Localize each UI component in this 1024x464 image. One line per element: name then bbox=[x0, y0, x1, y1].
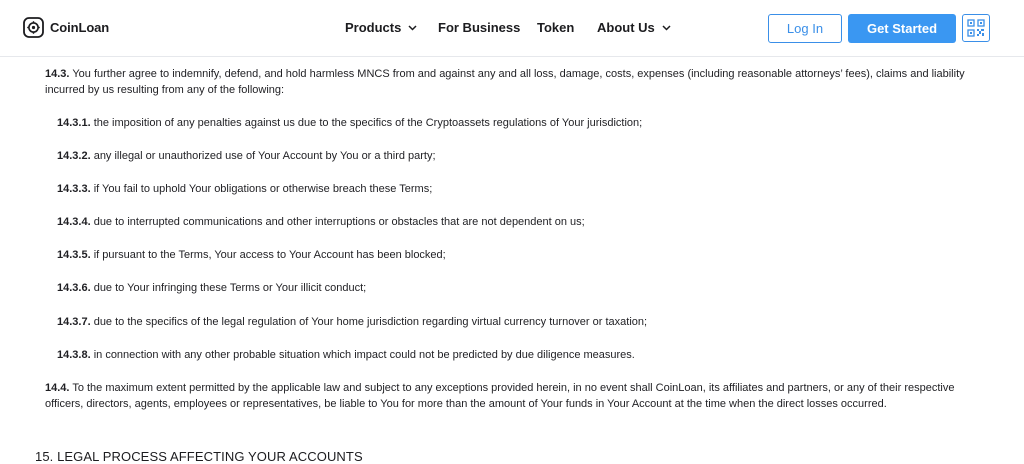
nav-products[interactable] bbox=[345, 20, 417, 35]
clause-14-3-3 bbox=[57, 181, 987, 197]
nav-products-label: Products bbox=[345, 20, 402, 35]
clause-number: 14.3.2. bbox=[57, 150, 91, 162]
nav-token[interactable] bbox=[537, 20, 574, 35]
clause-number: 14.3.3. bbox=[57, 183, 91, 195]
qr-code-button[interactable] bbox=[962, 14, 990, 42]
chevron-down-icon bbox=[408, 25, 417, 31]
brand-logo[interactable] bbox=[23, 17, 109, 38]
clause-text: To the maximum extent permitted by the applicable law and subject to any exceptions provided herein, in no event shall CoinLoan, its affiliates and partners, or any of their respective officers, directors, agents, employees or representatives, be liable to You for more than the amount of Your funds in Your Account at the time when the direct losses occurred. bbox=[45, 382, 955, 410]
qr-code-icon bbox=[967, 19, 985, 37]
clause-number: 14.3.1. bbox=[57, 117, 91, 129]
get-started-button[interactable]: Get Started bbox=[848, 14, 956, 43]
clause-text: if pursuant to the Terms, Your access to Your Account has been blocked; bbox=[90, 249, 446, 261]
clause-number: 14.4. bbox=[45, 382, 70, 394]
clause-text: the imposition of any penalties against us due to the specifics of the Cryptoassets regulations of Your jurisdiction; bbox=[90, 117, 643, 129]
clause-14-3 bbox=[45, 66, 990, 98]
clause-number: 14.3.5. bbox=[57, 249, 91, 261]
clause-text: due to Your infringing these Terms or Your illicit conduct; bbox=[90, 282, 367, 294]
clause-text: in connection with any other probable situation which impact could not be predicted by due diligence measures. bbox=[90, 349, 635, 361]
section-15-heading: 15. LEGAL PROCESS AFFECTING YOUR ACCOUNTS bbox=[35, 449, 363, 464]
clause-text: if You fail to uphold Your obligations or otherwise breach these Terms; bbox=[90, 183, 433, 195]
brand-name: CoinLoan bbox=[50, 20, 110, 35]
nav-token-label: Token bbox=[537, 20, 575, 35]
clause-14-3-8 bbox=[57, 347, 987, 363]
login-button[interactable]: Log In bbox=[768, 14, 842, 43]
site-header bbox=[0, 0, 1024, 57]
clause-number: 14.3.7. bbox=[57, 316, 91, 328]
clause-14-3-5 bbox=[57, 247, 987, 263]
clause-number: 14.3.6. bbox=[57, 282, 91, 294]
nav-about-us[interactable] bbox=[597, 20, 671, 35]
chevron-down-icon bbox=[662, 25, 671, 31]
clause-number: 14.3. bbox=[45, 68, 70, 80]
clause-14-3-1 bbox=[57, 115, 987, 131]
nav-about-us-label: About Us bbox=[597, 20, 655, 35]
nav-for-business-label: For Business bbox=[438, 20, 521, 35]
clause-14-3-6 bbox=[57, 280, 987, 296]
clause-text: any illegal or unauthorized use of Your Account by You or a third party; bbox=[90, 150, 436, 162]
clause-14-4 bbox=[45, 380, 990, 412]
clause-text: due to interrupted communications and other interruptions or obstacles that are not dependent on us; bbox=[90, 216, 585, 228]
clause-number: 14.3.8. bbox=[57, 349, 91, 361]
clause-14-3-4 bbox=[57, 214, 987, 230]
clause-text: due to the specifics of the legal regulation of Your home jurisdiction regarding virtual currency turnover or taxation; bbox=[90, 316, 648, 328]
clause-number: 14.3.4. bbox=[57, 216, 91, 228]
nav-for-business[interactable] bbox=[438, 20, 520, 35]
clause-text: You further agree to indemnify, defend, and hold harmless MNCS from and against any and all loss, damage, costs, expenses (including reasonable attorneys’ fees), claims and liability incurred by us resulting from any of the following: bbox=[45, 68, 965, 96]
clause-14-3-2 bbox=[57, 148, 987, 164]
clause-14-3-7 bbox=[57, 314, 987, 330]
coinloan-logo-icon bbox=[23, 17, 44, 38]
